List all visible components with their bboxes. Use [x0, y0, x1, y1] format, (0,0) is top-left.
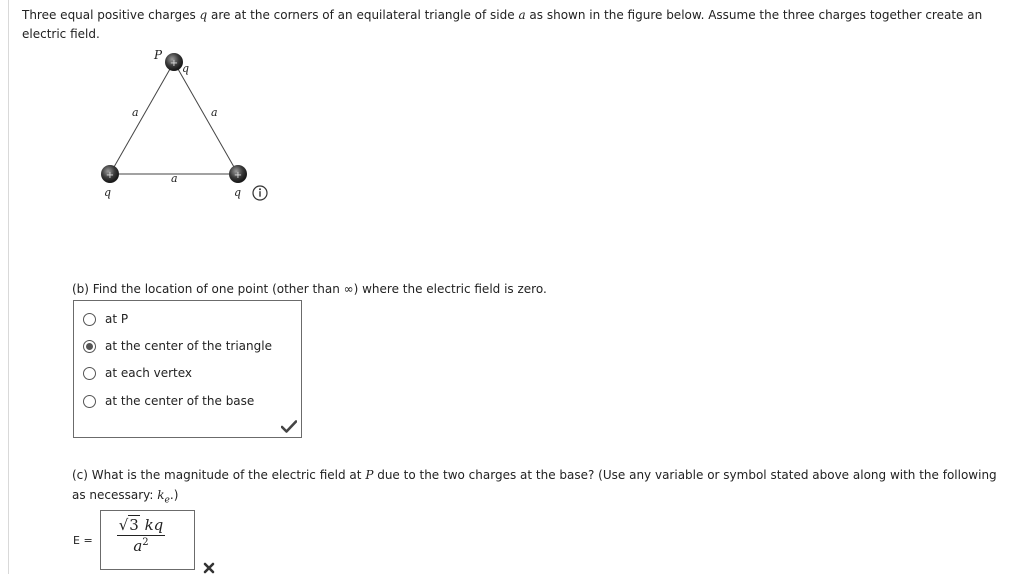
radio-each-vertex[interactable]: [83, 367, 96, 380]
option-center-triangle[interactable]: [83, 337, 272, 355]
info-icon[interactable]: [253, 186, 267, 200]
intro-text-3: as shown in the figure below. Assume the three charges together create an electric field.: [22, 8, 983, 41]
answer-den-base: a: [133, 537, 143, 555]
part-c-question: [72, 465, 1002, 510]
part-c-text-2: due to the two charges at the base? (Use any variable or symbol stated above along with the following as necessary:: [72, 468, 997, 502]
intro-text-2: are at the corners of an equilateral triangle of side: [207, 8, 519, 22]
charge-right-sign: +: [233, 170, 243, 181]
charge-top-sign: +: [169, 58, 179, 69]
option-center-base-label: at the center of the base: [105, 394, 255, 408]
part-b-question: (b) Find the location of one point (other than ∞) where the electric field is zero.: [72, 282, 547, 296]
option-center-base[interactable]: [83, 392, 254, 410]
charge-left-sign: +: [105, 170, 115, 181]
label-a-base: a: [171, 172, 178, 185]
radio-selected-dot: [86, 343, 93, 350]
incorrect-x-icon: [203, 562, 215, 574]
label-a-left: a: [132, 106, 139, 119]
part-c-text-3: .): [169, 488, 179, 502]
answer-kq: kq: [144, 516, 164, 534]
e-equals-label: E =: [73, 534, 93, 547]
option-each-vertex[interactable]: [83, 364, 192, 382]
side-left: [110, 62, 174, 174]
option-center-triangle-label: at the center of the triangle: [105, 339, 272, 353]
intro-text-1: Three equal positive charges: [22, 8, 200, 22]
answer-den-exp: 2: [142, 537, 149, 548]
part-b-options: [73, 300, 302, 438]
radio-at-p[interactable]: [83, 313, 96, 326]
label-a-right: a: [211, 106, 218, 119]
part-c-var-k: k: [157, 488, 165, 502]
part-c-var-p: P: [365, 468, 374, 482]
answer-denominator: [113, 537, 169, 555]
part-c-text-1: (c) What is the magnitude of the electric field at: [72, 468, 366, 482]
triangle-figure: [90, 42, 290, 212]
side-right: [174, 62, 238, 174]
label-p: P: [154, 48, 163, 62]
radio-center-triangle[interactable]: [83, 340, 96, 353]
option-at-p-label: at P: [105, 312, 129, 326]
intro-var-a: a: [518, 8, 526, 22]
answer-input[interactable]: [100, 510, 195, 570]
label-q-top: q: [182, 62, 190, 75]
label-q-right: q: [234, 186, 242, 199]
answer-numerator: √3 kq: [118, 516, 164, 534]
answer-fraction: [113, 515, 169, 555]
intro-var-q: q: [199, 8, 208, 22]
left-margin-rule: [8, 0, 9, 574]
option-each-vertex-label: at each vertex: [105, 366, 193, 380]
part-c-var-k-sub: e: [164, 495, 170, 506]
answer-radicand: 3: [129, 516, 139, 534]
radio-center-base[interactable]: [83, 395, 96, 408]
problem-statement: [22, 6, 1012, 44]
option-at-p[interactable]: [83, 310, 128, 328]
correct-check-icon: [281, 420, 297, 433]
label-q-left: q: [104, 186, 112, 199]
